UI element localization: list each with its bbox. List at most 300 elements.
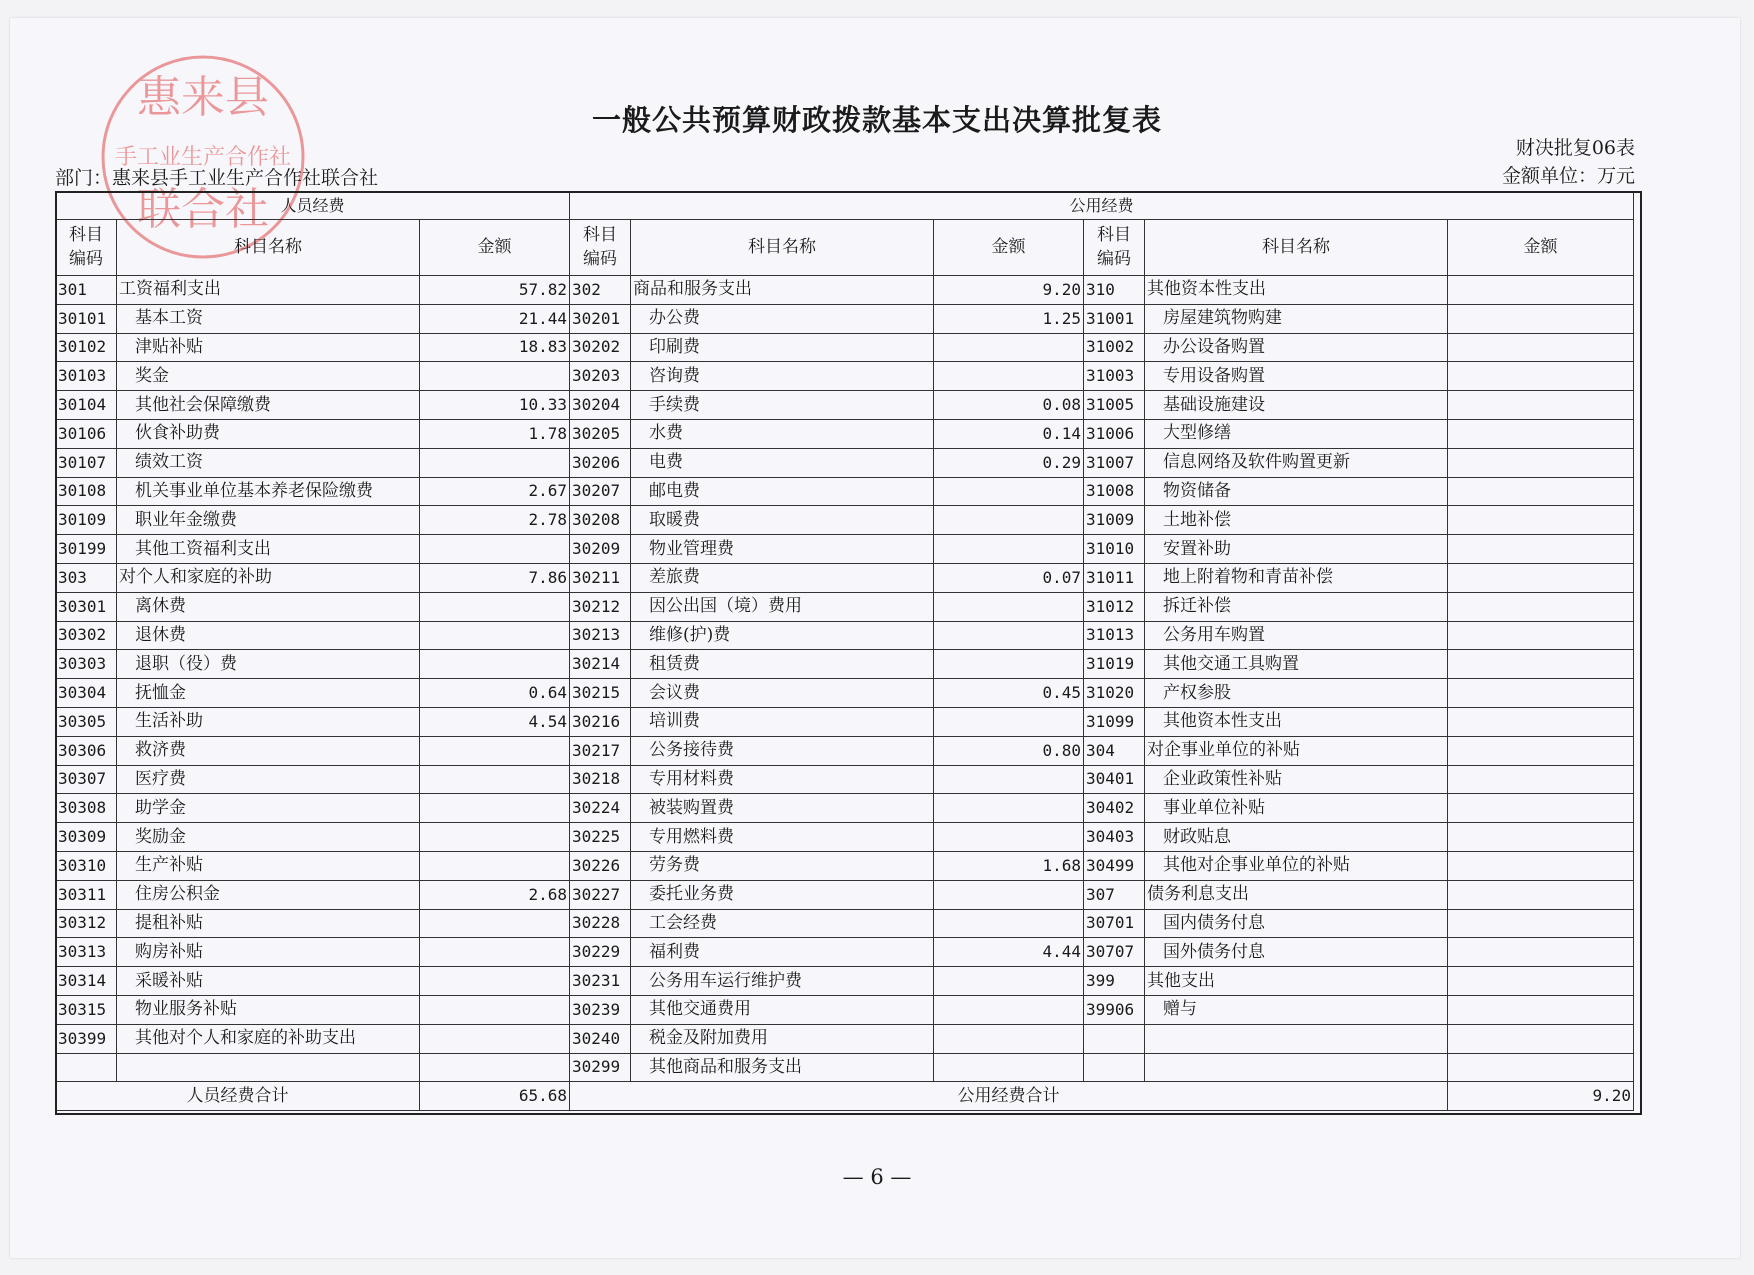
- subject-name: 产权参股: [1145, 679, 1448, 708]
- subject-amount: [1448, 851, 1634, 880]
- subject-amount: [420, 794, 570, 823]
- subject-name: 培训费: [631, 707, 934, 736]
- table-row: [56, 938, 1634, 967]
- table-row: [56, 794, 1634, 823]
- subject-code: 30226: [570, 851, 631, 880]
- subject-name: 国外债务付息: [1145, 938, 1448, 967]
- subject-amount: [420, 448, 570, 477]
- subject-amount: [934, 535, 1084, 564]
- subject-code: 30211: [570, 563, 631, 592]
- subject-name: 助学金: [117, 794, 420, 823]
- table-row: [56, 362, 1634, 391]
- subject-code: 30201: [570, 304, 631, 333]
- subject-name: 会议费: [631, 679, 934, 708]
- seal-text-bottom: 联合社: [137, 184, 269, 235]
- subject-code: 30225: [570, 823, 631, 852]
- header-amount: 金额: [934, 220, 1084, 276]
- subject-name: 电费: [631, 448, 934, 477]
- table-row: [56, 851, 1634, 880]
- subject-name: 邮电费: [631, 477, 934, 506]
- table-row: [56, 333, 1634, 362]
- subject-name: 安置补助: [1145, 535, 1448, 564]
- subject-code: 30240: [570, 1024, 631, 1053]
- subject-code: 30217: [570, 736, 631, 765]
- table-row: [56, 1024, 1634, 1053]
- header-amount: 金额: [1448, 220, 1634, 276]
- subject-amount: [934, 707, 1084, 736]
- subject-name: 公务用车购置: [1145, 621, 1448, 650]
- table-row: [56, 650, 1634, 679]
- subject-code: 30109: [56, 506, 117, 535]
- subject-amount: 0.45: [934, 679, 1084, 708]
- subject-amount: 0.07: [934, 563, 1084, 592]
- subject-code: 30229: [570, 938, 631, 967]
- subject-name: 津贴补贴: [117, 333, 420, 362]
- subject-amount: 2.68: [420, 880, 570, 909]
- subject-amount: 57.82: [420, 276, 570, 305]
- subject-code: 31010: [1084, 535, 1145, 564]
- subject-amount: [1448, 563, 1634, 592]
- subject-name: 公务用车运行维护费: [631, 967, 934, 996]
- subject-code: 301: [56, 276, 117, 305]
- subject-name: 其他交通费用: [631, 995, 934, 1024]
- subject-name: 土地补偿: [1145, 506, 1448, 535]
- subject-amount: [1448, 679, 1634, 708]
- table-row: [56, 707, 1634, 736]
- subject-amount: 10.33: [420, 391, 570, 420]
- subject-amount: [1448, 535, 1634, 564]
- subject-name: 职业年金缴费: [117, 506, 420, 535]
- header-name: 科目名称: [117, 220, 420, 276]
- subject-amount: [1448, 1053, 1634, 1082]
- subject-name: 其他工资福利支出: [117, 535, 420, 564]
- subject-amount: [934, 650, 1084, 679]
- subject-name: 物资储备: [1145, 477, 1448, 506]
- subject-code: 30304: [56, 679, 117, 708]
- subject-name: 咨询费: [631, 362, 934, 391]
- subject-amount: [1448, 794, 1634, 823]
- table-row: [56, 563, 1634, 592]
- subject-code: 30205: [570, 419, 631, 448]
- subject-code: 30208: [570, 506, 631, 535]
- subject-amount: [420, 995, 570, 1024]
- subject-name: 信息网络及软件购置更新: [1145, 448, 1448, 477]
- header-name: 科目名称: [631, 220, 934, 276]
- subject-name: 租赁费: [631, 650, 934, 679]
- subject-amount: [934, 477, 1084, 506]
- subject-name: 专用燃料费: [631, 823, 934, 852]
- subject-amount: 21.44: [420, 304, 570, 333]
- subject-code: 31020: [1084, 679, 1145, 708]
- subject-name: 水费: [631, 419, 934, 448]
- subject-name: 劳务费: [631, 851, 934, 880]
- subject-code: 30314: [56, 967, 117, 996]
- header-amount: 金额: [420, 220, 570, 276]
- subject-name: 其他对个人和家庭的补助支出: [117, 1024, 420, 1053]
- subject-name: 其他资本性支出: [1145, 707, 1448, 736]
- subject-code: 39906: [1084, 995, 1145, 1024]
- subject-code: 303: [56, 563, 117, 592]
- subject-code: 30309: [56, 823, 117, 852]
- subject-amount: 2.67: [420, 477, 570, 506]
- total-personnel-value: 65.68: [420, 1082, 570, 1111]
- subject-code: 399: [1084, 967, 1145, 996]
- subject-code: 30313: [56, 938, 117, 967]
- subject-amount: [420, 535, 570, 564]
- subject-code: 30104: [56, 391, 117, 420]
- subject-name: 其他商品和服务支出: [631, 1053, 934, 1082]
- subject-code: 30212: [570, 592, 631, 621]
- table-row: [56, 823, 1634, 852]
- subject-code: 30213: [570, 621, 631, 650]
- subject-amount: [934, 362, 1084, 391]
- subject-code: 30228: [570, 909, 631, 938]
- subject-name: 购房补贴: [117, 938, 420, 967]
- subject-amount: [420, 621, 570, 650]
- subject-name: 因公出国（境）费用: [631, 592, 934, 621]
- table-row: [56, 506, 1634, 535]
- subject-code: 307: [1084, 880, 1145, 909]
- subject-code: 30499: [1084, 851, 1145, 880]
- subject-amount: 0.80: [934, 736, 1084, 765]
- subject-code: 31003: [1084, 362, 1145, 391]
- subject-amount: 9.20: [934, 276, 1084, 305]
- subject-code: 31002: [1084, 333, 1145, 362]
- subject-code: 31011: [1084, 563, 1145, 592]
- subject-name: 手续费: [631, 391, 934, 420]
- subject-amount: 18.83: [420, 333, 570, 362]
- subject-amount: [1448, 995, 1634, 1024]
- subject-name: 债务利息支出: [1145, 880, 1448, 909]
- subject-name: 被装购置费: [631, 794, 934, 823]
- subject-code: 30106: [56, 419, 117, 448]
- subject-name: 其他资本性支出: [1145, 276, 1448, 305]
- subject-amount: [934, 506, 1084, 535]
- subject-amount: [1448, 707, 1634, 736]
- subject-name: 维修(护)费: [631, 621, 934, 650]
- subject-code: 30707: [1084, 938, 1145, 967]
- seal-text-middle: 手工业生产合作社: [114, 145, 292, 170]
- subject-code: 30204: [570, 391, 631, 420]
- subject-code: 30399: [56, 1024, 117, 1053]
- subject-name: 税金及附加费用: [631, 1024, 934, 1053]
- subject-code: 30311: [56, 880, 117, 909]
- subject-amount: [420, 765, 570, 794]
- subject-name: 取暖费: [631, 506, 934, 535]
- subject-code: 31009: [1084, 506, 1145, 535]
- subject-code: 30403: [1084, 823, 1145, 852]
- header-code: 科目 编码: [56, 220, 117, 276]
- subject-name: 赠与: [1145, 995, 1448, 1024]
- subject-amount: 1.78: [420, 419, 570, 448]
- table-row: [56, 276, 1634, 305]
- subject-code: 30199: [56, 535, 117, 564]
- subject-amount: [420, 851, 570, 880]
- subject-amount: [1448, 333, 1634, 362]
- subject-code: 31001: [1084, 304, 1145, 333]
- subject-name: 物业管理费: [631, 535, 934, 564]
- subject-amount: [1448, 880, 1634, 909]
- subject-amount: [1448, 276, 1634, 305]
- subject-amount: [934, 765, 1084, 794]
- subject-amount: [934, 1053, 1084, 1082]
- table-row: [56, 419, 1634, 448]
- subject-code: 30108: [56, 477, 117, 506]
- subject-amount: [1448, 823, 1634, 852]
- subject-code: 30107: [56, 448, 117, 477]
- subject-code: 30206: [570, 448, 631, 477]
- subject-amount: [420, 1024, 570, 1053]
- subject-code: 30202: [570, 333, 631, 362]
- subject-amount: [420, 650, 570, 679]
- subject-name: [1145, 1024, 1448, 1053]
- subject-amount: [420, 592, 570, 621]
- subject-name: 工资福利支出: [117, 276, 420, 305]
- subject-name: 财政贴息: [1145, 823, 1448, 852]
- subject-amount: [1448, 1024, 1634, 1053]
- subject-name: 办公费: [631, 304, 934, 333]
- subject-code: 30306: [56, 736, 117, 765]
- subject-name: 物业服务补贴: [117, 995, 420, 1024]
- subject-amount: [1448, 477, 1634, 506]
- table-row: [56, 477, 1634, 506]
- subject-amount: [934, 909, 1084, 938]
- table-row: [56, 592, 1634, 621]
- subject-code: 304: [1084, 736, 1145, 765]
- subject-code: 30402: [1084, 794, 1145, 823]
- subject-name: 救济费: [117, 736, 420, 765]
- subject-code: 30305: [56, 707, 117, 736]
- subject-amount: [420, 736, 570, 765]
- subject-name: 工会经费: [631, 909, 934, 938]
- subject-name: 地上附着物和青苗补偿: [1145, 563, 1448, 592]
- subject-code: 31099: [1084, 707, 1145, 736]
- subject-name: 医疗费: [117, 765, 420, 794]
- subject-name: [117, 1053, 420, 1082]
- subject-amount: 4.54: [420, 707, 570, 736]
- subject-name: 提租补贴: [117, 909, 420, 938]
- subject-amount: [934, 967, 1084, 996]
- subject-name: 生产补贴: [117, 851, 420, 880]
- subject-amount: 0.29: [934, 448, 1084, 477]
- subject-amount: [420, 362, 570, 391]
- subject-name: 对个人和家庭的补助: [117, 563, 420, 592]
- subject-code: 30103: [56, 362, 117, 391]
- subject-code: [1084, 1053, 1145, 1082]
- subject-code: 30203: [570, 362, 631, 391]
- subject-name: [1145, 1053, 1448, 1082]
- subject-code: 30102: [56, 333, 117, 362]
- subject-amount: [420, 823, 570, 852]
- subject-name: 国内债务付息: [1145, 909, 1448, 938]
- subject-code: 30227: [570, 880, 631, 909]
- subject-amount: [934, 592, 1084, 621]
- subject-amount: [420, 1053, 570, 1082]
- subject-name: 福利费: [631, 938, 934, 967]
- subject-code: 302: [570, 276, 631, 305]
- subject-name: 其他支出: [1145, 967, 1448, 996]
- table-row: [56, 967, 1634, 996]
- subject-name: 绩效工资: [117, 448, 420, 477]
- seal-text-top: 惠来县: [137, 72, 269, 123]
- subject-name: 基本工资: [117, 304, 420, 333]
- subject-amount: [934, 1024, 1084, 1053]
- subject-name: 专用材料费: [631, 765, 934, 794]
- subject-code: 30209: [570, 535, 631, 564]
- subject-name: 退休费: [117, 621, 420, 650]
- subject-code: 30216: [570, 707, 631, 736]
- subject-code: 30302: [56, 621, 117, 650]
- header-code: 科目 编码: [570, 220, 631, 276]
- subject-amount: [1448, 391, 1634, 420]
- subject-amount: [934, 333, 1084, 362]
- subject-name: 差旅费: [631, 563, 934, 592]
- subject-name: 专用设备购置: [1145, 362, 1448, 391]
- department-name: 部门：惠来县手工业生产合作社联合社: [55, 167, 379, 189]
- subject-name: 生活补助: [117, 707, 420, 736]
- subject-amount: 1.25: [934, 304, 1084, 333]
- header-name: 科目名称: [1145, 220, 1448, 276]
- subject-code: 30218: [570, 765, 631, 794]
- subject-amount: [1448, 621, 1634, 650]
- header-code: 科目 编码: [1084, 220, 1145, 276]
- subject-name: 奖励金: [117, 823, 420, 852]
- subject-code: [56, 1053, 117, 1082]
- table-row: [56, 765, 1634, 794]
- subject-name: 伙食补助费: [117, 419, 420, 448]
- table-row: [56, 679, 1634, 708]
- subject-amount: [1448, 592, 1634, 621]
- subject-code: 30312: [56, 909, 117, 938]
- subject-amount: [934, 823, 1084, 852]
- table-row: [56, 909, 1634, 938]
- subject-code: 30310: [56, 851, 117, 880]
- subject-name: 委托业务费: [631, 880, 934, 909]
- subject-amount: [1448, 909, 1634, 938]
- subject-name: 公务接待费: [631, 736, 934, 765]
- subject-amount: 0.08: [934, 391, 1084, 420]
- subject-amount: [1448, 967, 1634, 996]
- form-number: 财决批复06表: [1515, 137, 1635, 159]
- document-title: 一般公共预算财政拨款基本支出决算批复表: [591, 103, 1162, 137]
- subject-amount: [934, 621, 1084, 650]
- subject-code: 31007: [1084, 448, 1145, 477]
- subject-name: 大型修缮: [1145, 419, 1448, 448]
- subject-code: 30231: [570, 967, 631, 996]
- subject-amount: [1448, 650, 1634, 679]
- subject-amount: [1448, 736, 1634, 765]
- subject-name: 其他对企事业单位的补贴: [1145, 851, 1448, 880]
- subject-name: 企业政策性补贴: [1145, 765, 1448, 794]
- table-row: [56, 736, 1634, 765]
- subject-code: 30215: [570, 679, 631, 708]
- table-row: [56, 391, 1634, 420]
- subject-code: 30299: [570, 1053, 631, 1082]
- subject-code: 30307: [56, 765, 117, 794]
- subject-amount: 4.44: [934, 938, 1084, 967]
- subject-code: 31012: [1084, 592, 1145, 621]
- table-row: [56, 995, 1634, 1024]
- subject-name: 基础设施建设: [1145, 391, 1448, 420]
- subject-code: 310: [1084, 276, 1145, 305]
- group-public-header: 公用经费: [570, 192, 1634, 220]
- subject-name: 退职（役）费: [117, 650, 420, 679]
- subject-name: 办公设备购置: [1145, 333, 1448, 362]
- subject-name: 其他社会保障缴费: [117, 391, 420, 420]
- table-row: [56, 1053, 1634, 1082]
- subject-code: 31013: [1084, 621, 1145, 650]
- table-row: [56, 304, 1634, 333]
- subject-name: 商品和服务支出: [631, 276, 934, 305]
- subject-name: 房屋建筑物购建: [1145, 304, 1448, 333]
- total-personnel-label: 人员经费合计: [56, 1082, 420, 1111]
- subject-code: 30301: [56, 592, 117, 621]
- total-public-label: 公用经费合计: [570, 1082, 1448, 1111]
- subject-amount: [1448, 304, 1634, 333]
- subject-code: 30101: [56, 304, 117, 333]
- subject-amount: [934, 995, 1084, 1024]
- totals-row: [56, 1082, 1634, 1111]
- subject-amount: [1448, 938, 1634, 967]
- subject-code: 30214: [570, 650, 631, 679]
- subject-amount: 1.68: [934, 851, 1084, 880]
- subject-amount: [420, 909, 570, 938]
- subject-amount: [1448, 448, 1634, 477]
- subject-amount: [934, 794, 1084, 823]
- subject-code: [1084, 1024, 1145, 1053]
- subject-amount: 2.78: [420, 506, 570, 535]
- subject-name: 其他交通工具购置: [1145, 650, 1448, 679]
- subject-amount: [420, 938, 570, 967]
- subject-code: 30303: [56, 650, 117, 679]
- subject-code: 31019: [1084, 650, 1145, 679]
- expenditure-table: [55, 191, 1634, 1111]
- table-row: [56, 448, 1634, 477]
- subject-code: 30701: [1084, 909, 1145, 938]
- subject-code: 30308: [56, 794, 117, 823]
- subject-name: 对企事业单位的补贴: [1145, 736, 1448, 765]
- subject-amount: 0.14: [934, 419, 1084, 448]
- subject-code: 31005: [1084, 391, 1145, 420]
- subject-amount: 0.64: [420, 679, 570, 708]
- subject-code: 30315: [56, 995, 117, 1024]
- subject-name: 事业单位补贴: [1145, 794, 1448, 823]
- table-row: [56, 880, 1634, 909]
- subject-code: 30224: [570, 794, 631, 823]
- subject-amount: [420, 967, 570, 996]
- subject-name: 抚恤金: [117, 679, 420, 708]
- table-row: [56, 535, 1634, 564]
- page-number: — 6 —: [842, 1165, 912, 1189]
- group-personnel-header: 人员经费: [56, 192, 570, 220]
- subject-amount: 7.86: [420, 563, 570, 592]
- subject-code: 31008: [1084, 477, 1145, 506]
- amount-unit: 金额单位：万元: [1501, 165, 1635, 187]
- subject-amount: [1448, 362, 1634, 391]
- subject-name: 拆迁补偿: [1145, 592, 1448, 621]
- subject-name: 机关事业单位基本养老保险缴费: [117, 477, 420, 506]
- total-public-value: 9.20: [1448, 1082, 1634, 1111]
- table-row: [56, 621, 1634, 650]
- subject-code: 30239: [570, 995, 631, 1024]
- subject-name: 印刷费: [631, 333, 934, 362]
- subject-name: 奖金: [117, 362, 420, 391]
- subject-code: 31006: [1084, 419, 1145, 448]
- subject-name: 离休费: [117, 592, 420, 621]
- subject-code: 30401: [1084, 765, 1145, 794]
- subject-code: 30207: [570, 477, 631, 506]
- subject-amount: [1448, 419, 1634, 448]
